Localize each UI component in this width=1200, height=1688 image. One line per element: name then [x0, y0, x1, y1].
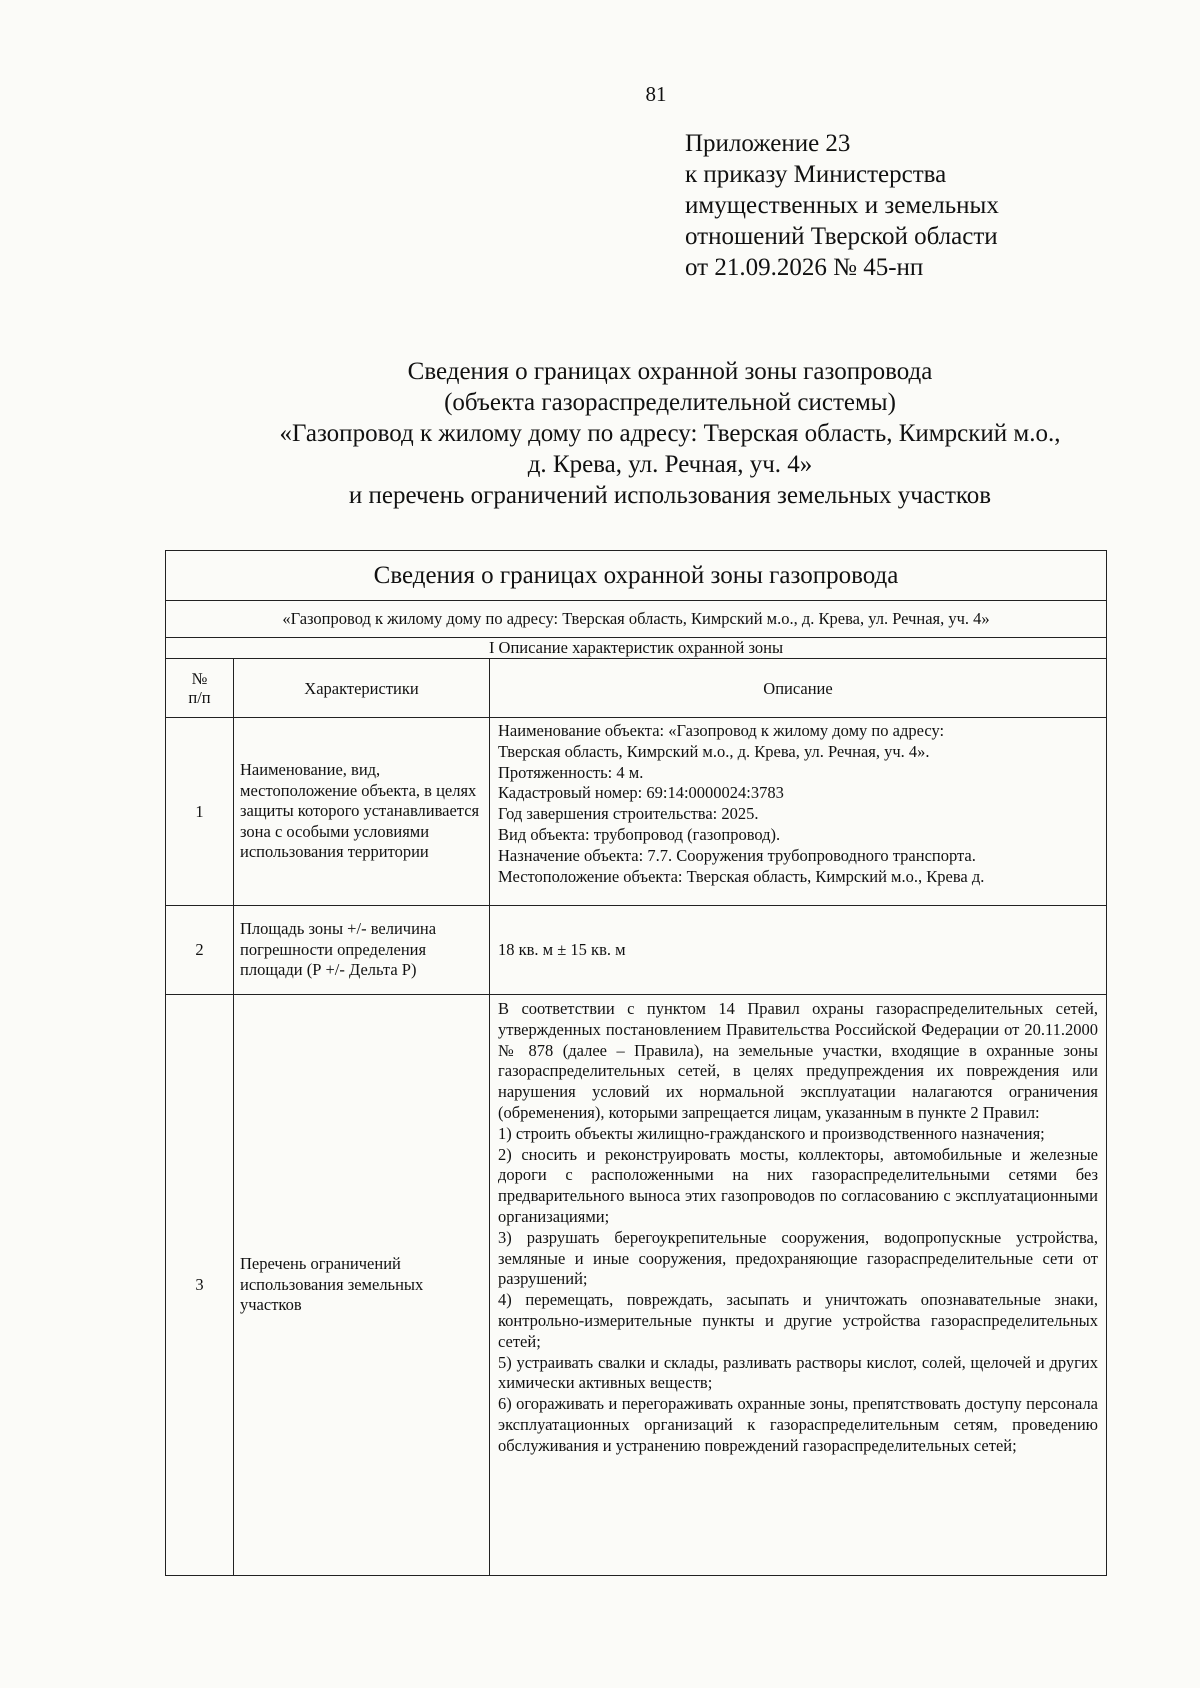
description-line: Год завершения строительства: 2025. — [498, 804, 759, 824]
table-subtitle: «Газопровод к жилому дому по адресу: Тверская область, Кимрский м.о., д. Крева, ул. Речная, уч. 4» — [166, 601, 1107, 638]
appendix-line: имущественных и земельных — [685, 192, 999, 219]
description-line: Вид объекта: трубопровод (газопровод). — [498, 824, 781, 844]
description-paragraph: 3) разрушать берегоукрепительные сооружения, водопропускные устройства, земляные и иные сооружения, предохраняющие газораспределительные сети от разрушений; — [498, 1227, 1099, 1289]
appendix-line: от 21.09.2026 № 45-нп — [685, 254, 924, 281]
title-line: Сведения о границах охранной зоны газопровода — [407, 358, 933, 385]
document-title — [170, 356, 1170, 511]
table-row — [166, 995, 1107, 1576]
description-line: Наименование объекта: «Газопровод к жилому дому по адресу: — [498, 721, 945, 740]
table-row — [166, 906, 1107, 995]
appendix-line: Приложение 23 — [685, 130, 851, 157]
description-paragraph: 4) перемещать, повреждать, засыпать и уничтожать опознавательные знаки, контрольно-измерительные пункты и другие устройства газораспределительных сетей; — [498, 1290, 1099, 1351]
row-characteristic: Перечень ограничений использования земельных участков — [234, 995, 490, 1576]
header-characteristics: Характеристики — [234, 659, 490, 718]
description-paragraph: 1) строить объекты жилищно-гражданского и производственного назначения; — [498, 1123, 1045, 1143]
description-paragraph: В соответствии с пунктом 14 Правил охраны газораспределительных сетей, утвержденных постановлением Правительства Российской Федерации от 20.11.2000 № 878 (далее – Правила), на земельные участки, входящие в охранные зоны газораспределительных сетей, в целях предупреждения их повреждения или нарушения условий их нормальной эксплуатации налагаются ограничения (обременения), которыми запрещается лицам, указанным в пункте 2 Правил: — [498, 999, 1099, 1122]
title-line: «Газопровод к жилому дому по адресу: Тверская область, Кимрский м.о., — [279, 420, 1061, 447]
row-description — [490, 906, 1107, 995]
row-description — [490, 718, 1107, 906]
header-num — [166, 659, 234, 718]
row-characteristic: Наименование, вид, местоположение объекта, в целях защиты которого устанавливается зона с особыми условиями использования территории — [234, 718, 490, 906]
title-line: (объекта газораспределительной системы) — [444, 389, 896, 416]
description-paragraph: 6) огораживать и перегораживать охранные зоны, препятствовать доступу персонала эксплуатационных организаций к газораспределительным сетям, проведению обслуживания и устранению повреждений газораспределительных сетей; — [498, 1394, 1099, 1455]
appendix-line: к приказу Министерства — [685, 161, 947, 188]
description-paragraph: 5) устраивать свалки и склады, разливать растворы кислот, солей, щелочей и других химически активных веществ; — [498, 1352, 1099, 1393]
description-line: Местоположение объекта: Тверская область, Кимрский м.о., Крева д. — [498, 866, 985, 886]
description-line: 18 кв. м ± 15 кв. м — [498, 939, 626, 959]
description-line: Кадастровый номер: 69:14:0000024:3783 — [498, 783, 784, 803]
row-number: 3 — [166, 995, 234, 1576]
description-line: Назначение объекта: 7.7. Сооружения трубопроводного транспорта. — [498, 845, 976, 865]
description-line: Тверская область, Кимрский м.о., д. Крева, ул. Речная, уч. 4». — [498, 741, 930, 761]
table-row — [166, 718, 1107, 906]
title-line: и перечень ограничений использования земельных участков — [348, 482, 992, 509]
description-line: Протяженность: 4 м. — [498, 762, 644, 782]
row-description — [490, 995, 1107, 1576]
table-title: Сведения о границах охранной зоны газопровода — [166, 551, 1107, 601]
page-number: 81 — [645, 82, 667, 106]
header-description: Описание — [490, 659, 1107, 718]
zone-table — [165, 550, 1107, 1576]
appendix-block — [685, 128, 999, 283]
header-num-line1: № — [191, 669, 208, 688]
title-line: д. Крева, ул. Речная, уч. 4» — [527, 451, 813, 478]
header-num-line2: п/п — [188, 688, 211, 707]
row-characteristic: Площадь зоны +/- величина погрешности определения площади (Р +/- Дельта Р) — [234, 906, 490, 995]
row-number: 2 — [166, 906, 234, 995]
row-number: 1 — [166, 718, 234, 906]
table-section-heading: I Описание характеристик охранной зоны — [166, 638, 1107, 659]
description-paragraph: 2) сносить и реконструировать мосты, коллекторы, автомобильные и железные дороги с расположенными на них газораспределительными сетями без предварительного выноса этих газопроводов по согласованию с эксплуатационными организациями; — [498, 1144, 1099, 1226]
appendix-line: отношений Тверской области — [685, 223, 998, 250]
